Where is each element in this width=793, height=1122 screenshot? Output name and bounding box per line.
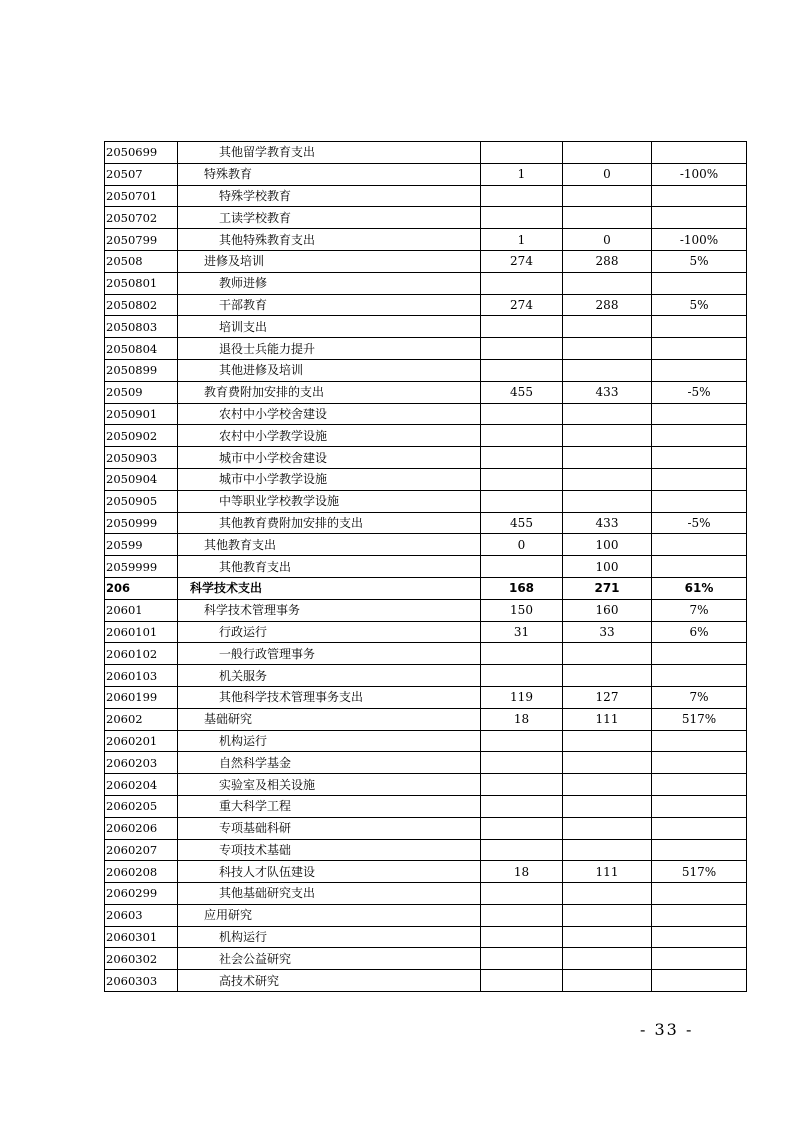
- page-number: - 33 -: [640, 1020, 694, 1039]
- value-2020-cell: [563, 839, 652, 861]
- code-cell: 2050903: [105, 447, 178, 469]
- code-cell: 2060205: [105, 795, 178, 817]
- name-cell: 特殊教育: [178, 163, 481, 185]
- name-cell: 城市中小学教学设施: [178, 468, 481, 490]
- code-cell: 2060201: [105, 730, 178, 752]
- code-cell: 2060204: [105, 774, 178, 796]
- code-cell: 2060103: [105, 665, 178, 687]
- name-cell: 基础研究: [178, 708, 481, 730]
- table-row: [105, 643, 747, 665]
- value-2019-cell: [481, 447, 563, 469]
- change-percent-cell: [652, 207, 747, 229]
- code-cell: 2060208: [105, 861, 178, 883]
- change-percent-cell: [652, 338, 747, 360]
- table-row: [105, 272, 747, 294]
- code-cell: 2060303: [105, 970, 178, 992]
- value-2020-cell: 127: [563, 686, 652, 708]
- value-2019-cell: 455: [481, 381, 563, 403]
- name-cell: 干部教育: [178, 294, 481, 316]
- name-cell: 农村中小学校舍建设: [178, 403, 481, 425]
- value-2020-cell: 111: [563, 708, 652, 730]
- value-2019-cell: 1: [481, 229, 563, 251]
- value-2019-cell: 31: [481, 621, 563, 643]
- code-cell: 2050701: [105, 185, 178, 207]
- value-2019-cell: [481, 839, 563, 861]
- value-2020-cell: [563, 359, 652, 381]
- value-2019-cell: [481, 665, 563, 687]
- value-2020-cell: [563, 948, 652, 970]
- table-row: [105, 774, 747, 796]
- table-row: [105, 621, 747, 643]
- value-2019-cell: [481, 207, 563, 229]
- change-percent-cell: -5%: [652, 381, 747, 403]
- code-cell: 2050905: [105, 490, 178, 512]
- code-cell: 2050804: [105, 338, 178, 360]
- code-cell: 20599: [105, 534, 178, 556]
- table-row: [105, 447, 747, 469]
- value-2020-cell: [563, 817, 652, 839]
- table-row: [105, 708, 747, 730]
- value-2019-cell: [481, 272, 563, 294]
- code-cell: 2050999: [105, 512, 178, 534]
- value-2019-cell: 119: [481, 686, 563, 708]
- table-row: [105, 861, 747, 883]
- code-cell: 2060199: [105, 686, 178, 708]
- table-row: [105, 948, 747, 970]
- value-2020-cell: 288: [563, 250, 652, 272]
- name-cell: 工读学校教育: [178, 207, 481, 229]
- table-row: [105, 425, 747, 447]
- value-2019-cell: [481, 556, 563, 578]
- value-2020-cell: 111: [563, 861, 652, 883]
- table-row: [105, 163, 747, 185]
- code-cell: 2060101: [105, 621, 178, 643]
- value-2020-cell: [563, 338, 652, 360]
- change-percent-cell: [652, 665, 747, 687]
- value-2019-cell: [481, 643, 563, 665]
- change-percent-cell: [652, 752, 747, 774]
- code-cell: 2050801: [105, 272, 178, 294]
- value-2020-cell: [563, 185, 652, 207]
- name-cell: 其他特殊教育支出: [178, 229, 481, 251]
- table-row: [105, 970, 747, 992]
- table-row: [105, 490, 747, 512]
- table-row: [105, 207, 747, 229]
- name-cell: 科学技术支出: [178, 577, 481, 599]
- name-cell: 城市中小学校舍建设: [178, 447, 481, 469]
- name-cell: 其他教育支出: [178, 534, 481, 556]
- change-percent-cell: [652, 185, 747, 207]
- value-2020-cell: [563, 207, 652, 229]
- table-row: [105, 142, 747, 164]
- value-2019-cell: [481, 926, 563, 948]
- name-cell: 其他教育支出: [178, 556, 481, 578]
- name-cell: 专项技术基础: [178, 839, 481, 861]
- code-cell: 2050699: [105, 142, 178, 164]
- table-row: [105, 556, 747, 578]
- value-2020-cell: [563, 403, 652, 425]
- table-row: [105, 512, 747, 534]
- change-percent-cell: [652, 490, 747, 512]
- code-cell: 2050904: [105, 468, 178, 490]
- change-percent-cell: -5%: [652, 512, 747, 534]
- code-cell: 20602: [105, 708, 178, 730]
- table-row: [105, 904, 747, 926]
- change-percent-cell: [652, 904, 747, 926]
- table-row: [105, 250, 747, 272]
- table-row: [105, 665, 747, 687]
- value-2019-cell: 274: [481, 294, 563, 316]
- change-percent-cell: [652, 447, 747, 469]
- value-2020-cell: [563, 970, 652, 992]
- value-2020-cell: [563, 795, 652, 817]
- name-cell: 社会公益研究: [178, 948, 481, 970]
- code-cell: 2060102: [105, 643, 178, 665]
- table-row: [105, 686, 747, 708]
- change-percent-cell: [652, 774, 747, 796]
- value-2020-cell: [563, 643, 652, 665]
- change-percent-cell: [652, 272, 747, 294]
- name-cell: 退役士兵能力提升: [178, 338, 481, 360]
- value-2020-cell: 100: [563, 556, 652, 578]
- value-2019-cell: [481, 817, 563, 839]
- change-percent-cell: 5%: [652, 250, 747, 272]
- name-cell: 应用研究: [178, 904, 481, 926]
- name-cell: 重大科学工程: [178, 795, 481, 817]
- name-cell: 自然科学基金: [178, 752, 481, 774]
- change-percent-cell: 517%: [652, 708, 747, 730]
- name-cell: 其他进修及培训: [178, 359, 481, 381]
- value-2020-cell: [563, 665, 652, 687]
- table-row: [105, 468, 747, 490]
- code-cell: 2060203: [105, 752, 178, 774]
- name-cell: 一般行政管理事务: [178, 643, 481, 665]
- code-cell: 20508: [105, 250, 178, 272]
- name-cell: 培训支出: [178, 316, 481, 338]
- value-2019-cell: [481, 185, 563, 207]
- code-cell: 20601: [105, 599, 178, 621]
- code-cell: 2060207: [105, 839, 178, 861]
- table-row: [105, 381, 747, 403]
- value-2019-cell: 0: [481, 534, 563, 556]
- table-row: [105, 883, 747, 905]
- change-percent-cell: [652, 425, 747, 447]
- code-cell: 2050702: [105, 207, 178, 229]
- change-percent-cell: 7%: [652, 599, 747, 621]
- value-2020-cell: [563, 774, 652, 796]
- name-cell: 机关服务: [178, 665, 481, 687]
- change-percent-cell: [652, 556, 747, 578]
- table-row: [105, 359, 747, 381]
- value-2020-cell: 100: [563, 534, 652, 556]
- name-cell: 实验室及相关设施: [178, 774, 481, 796]
- value-2020-cell: 433: [563, 512, 652, 534]
- change-percent-cell: [652, 817, 747, 839]
- value-2020-cell: [563, 883, 652, 905]
- table-row: [105, 316, 747, 338]
- value-2020-cell: [563, 425, 652, 447]
- value-2020-cell: [563, 490, 652, 512]
- value-2020-cell: [563, 730, 652, 752]
- table-row: [105, 817, 747, 839]
- value-2019-cell: 455: [481, 512, 563, 534]
- name-cell: 教育费附加安排的支出: [178, 381, 481, 403]
- name-cell: 其他科学技术管理事务支出: [178, 686, 481, 708]
- value-2019-cell: 150: [481, 599, 563, 621]
- change-percent-cell: [652, 468, 747, 490]
- change-percent-cell: 517%: [652, 861, 747, 883]
- value-2020-cell: 271: [563, 577, 652, 599]
- change-percent-cell: [652, 316, 747, 338]
- name-cell: 中等职业学校教学设施: [178, 490, 481, 512]
- value-2020-cell: 0: [563, 163, 652, 185]
- value-2019-cell: [481, 338, 563, 360]
- code-cell: 2050902: [105, 425, 178, 447]
- name-cell: 高技术研究: [178, 970, 481, 992]
- value-2019-cell: 18: [481, 861, 563, 883]
- value-2019-cell: [481, 403, 563, 425]
- code-cell: 2050901: [105, 403, 178, 425]
- table-row: [105, 534, 747, 556]
- table-row: [105, 752, 747, 774]
- code-cell: 2059999: [105, 556, 178, 578]
- code-cell: 2060299: [105, 883, 178, 905]
- name-cell: 机构运行: [178, 730, 481, 752]
- value-2020-cell: 288: [563, 294, 652, 316]
- name-cell: 科学技术管理事务: [178, 599, 481, 621]
- table-row: [105, 294, 747, 316]
- value-2020-cell: [563, 752, 652, 774]
- value-2019-cell: [481, 425, 563, 447]
- change-percent-cell: [652, 403, 747, 425]
- value-2019-cell: [481, 316, 563, 338]
- value-2019-cell: [481, 948, 563, 970]
- value-2019-cell: [481, 904, 563, 926]
- value-2019-cell: [481, 883, 563, 905]
- change-percent-cell: -100%: [652, 229, 747, 251]
- change-percent-cell: [652, 730, 747, 752]
- change-percent-cell: 5%: [652, 294, 747, 316]
- value-2019-cell: 274: [481, 250, 563, 272]
- code-cell: 20509: [105, 381, 178, 403]
- table-row: [105, 338, 747, 360]
- table-row: [105, 730, 747, 752]
- code-cell: 2050899: [105, 359, 178, 381]
- name-cell: 行政运行: [178, 621, 481, 643]
- value-2020-cell: 0: [563, 229, 652, 251]
- code-cell: 2050803: [105, 316, 178, 338]
- value-2019-cell: 168: [481, 577, 563, 599]
- value-2020-cell: [563, 904, 652, 926]
- code-cell: 20507: [105, 163, 178, 185]
- code-cell: 2050802: [105, 294, 178, 316]
- table-body: [105, 142, 747, 992]
- table-row: [105, 599, 747, 621]
- change-percent-cell: [652, 926, 747, 948]
- table-row: [105, 839, 747, 861]
- value-2019-cell: [481, 730, 563, 752]
- value-2019-cell: [481, 752, 563, 774]
- value-2019-cell: [481, 490, 563, 512]
- value-2019-cell: [481, 774, 563, 796]
- value-2019-cell: [481, 795, 563, 817]
- table-row: [105, 403, 747, 425]
- value-2020-cell: 433: [563, 381, 652, 403]
- value-2020-cell: [563, 142, 652, 164]
- value-2020-cell: [563, 447, 652, 469]
- change-percent-cell: 7%: [652, 686, 747, 708]
- table-row: [105, 795, 747, 817]
- name-cell: 其他基础研究支出: [178, 883, 481, 905]
- value-2019-cell: [481, 142, 563, 164]
- value-2020-cell: 33: [563, 621, 652, 643]
- name-cell: 教师进修: [178, 272, 481, 294]
- code-cell: 2060206: [105, 817, 178, 839]
- code-cell: 2060301: [105, 926, 178, 948]
- code-cell: 206: [105, 577, 178, 599]
- table-row: [105, 229, 747, 251]
- value-2020-cell: [563, 316, 652, 338]
- change-percent-cell: [652, 970, 747, 992]
- name-cell: 机构运行: [178, 926, 481, 948]
- name-cell: 其他留学教育支出: [178, 142, 481, 164]
- value-2019-cell: [481, 970, 563, 992]
- value-2020-cell: [563, 272, 652, 294]
- name-cell: 专项基础科研: [178, 817, 481, 839]
- name-cell: 其他教育费附加安排的支出: [178, 512, 481, 534]
- value-2019-cell: 18: [481, 708, 563, 730]
- name-cell: 特殊学校教育: [178, 185, 481, 207]
- name-cell: 进修及培训: [178, 250, 481, 272]
- table-row: [105, 926, 747, 948]
- change-percent-cell: [652, 643, 747, 665]
- value-2019-cell: [481, 359, 563, 381]
- change-percent-cell: [652, 142, 747, 164]
- value-2020-cell: [563, 468, 652, 490]
- budget-table: [104, 141, 747, 992]
- table-row: [105, 185, 747, 207]
- table-row: [105, 577, 747, 599]
- change-percent-cell: [652, 883, 747, 905]
- change-percent-cell: 61%: [652, 577, 747, 599]
- value-2019-cell: 1: [481, 163, 563, 185]
- change-percent-cell: [652, 359, 747, 381]
- change-percent-cell: [652, 839, 747, 861]
- value-2020-cell: [563, 926, 652, 948]
- change-percent-cell: [652, 795, 747, 817]
- value-2019-cell: [481, 468, 563, 490]
- change-percent-cell: -100%: [652, 163, 747, 185]
- change-percent-cell: 6%: [652, 621, 747, 643]
- change-percent-cell: [652, 534, 747, 556]
- value-2020-cell: 160: [563, 599, 652, 621]
- code-cell: 2050799: [105, 229, 178, 251]
- name-cell: 科技人才队伍建设: [178, 861, 481, 883]
- code-cell: 2060302: [105, 948, 178, 970]
- code-cell: 20603: [105, 904, 178, 926]
- change-percent-cell: [652, 948, 747, 970]
- name-cell: 农村中小学教学设施: [178, 425, 481, 447]
